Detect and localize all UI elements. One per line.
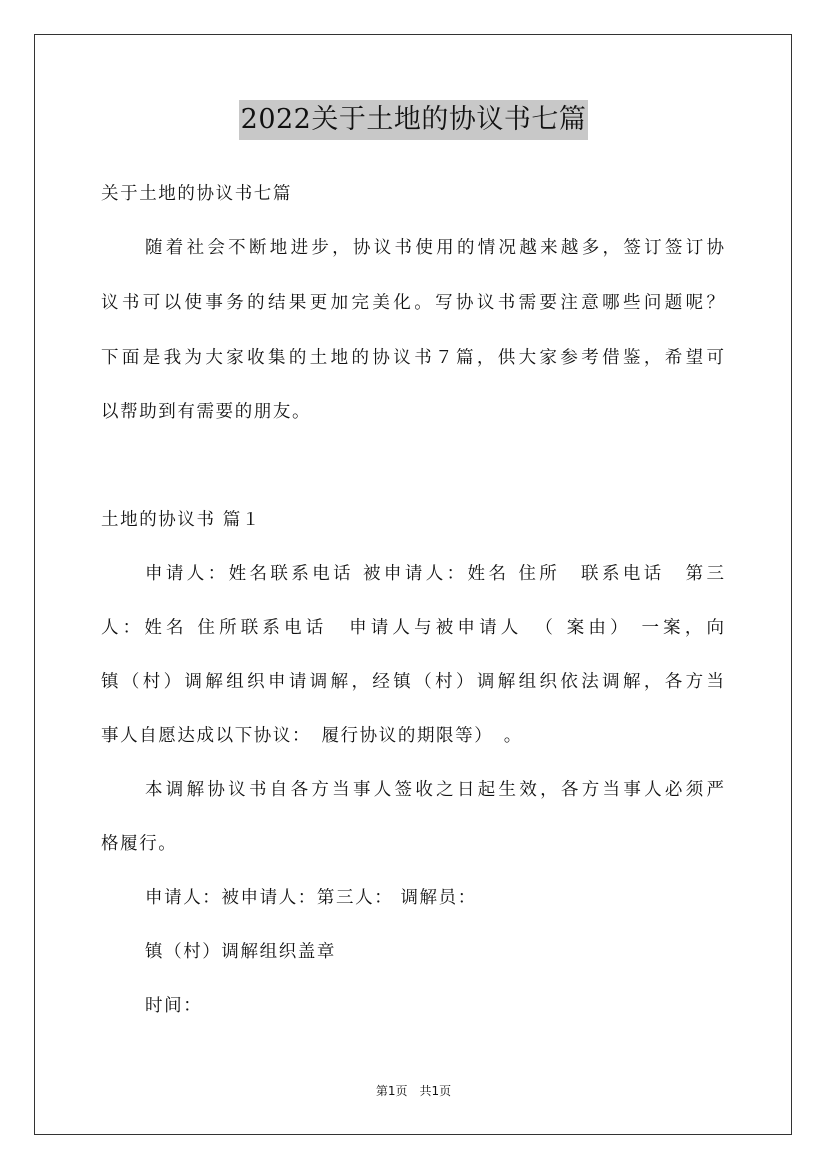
intro-line-4: 以帮助到有需要的朋友。 [101,402,312,422]
seal-line: 镇（村）调解组织盖章 [145,942,336,962]
paragraph-2-line-2: 格履行。 [101,834,178,854]
document-title: 2022关于土地的协议书七篇 [239,100,589,140]
paragraph-1-line-1: 申请人：姓名联系电话 被申请人：姓名 住所 联系电话 第三 [145,564,725,584]
title-container [0,100,827,140]
signature-line: 申请人：被申请人：第三人： 调解员： [145,888,477,908]
page-footer: 第1页 共1页 [375,1084,452,1098]
paragraph-2-line-1: 本调解协议书自各方当事人签收之日起生效，各方当事人必须严 [145,780,725,800]
intro-line-3: 下面是我为大家收集的土地的协议书７篇，供大家参考借鉴，希望可 [101,348,725,368]
document-subtitle: 关于土地的协议书七篇 [101,184,292,204]
intro-line-1: 随着社会不断地进步，协议书使用的情况越来越多，签订签订协 [145,238,725,258]
time-line: 时间： [145,996,203,1016]
paragraph-1-line-3: 镇（村）调解组织申请调解，经镇（村）调解组织依法调解，各方当 [101,672,725,692]
paragraph-1-line-4: 事人自愿达成以下协议： 履行协议的期限等） 。 [101,726,523,746]
intro-line-2: 议书可以使事务的结果更加完美化。写协议书需要注意哪些问题呢？ [101,293,725,313]
section-heading: 土地的协议书 篇１ [101,510,261,530]
paragraph-1-line-2: 人：姓名 住所联系电话 申请人与被申请人 （ 案由） 一案，向 [101,618,725,638]
